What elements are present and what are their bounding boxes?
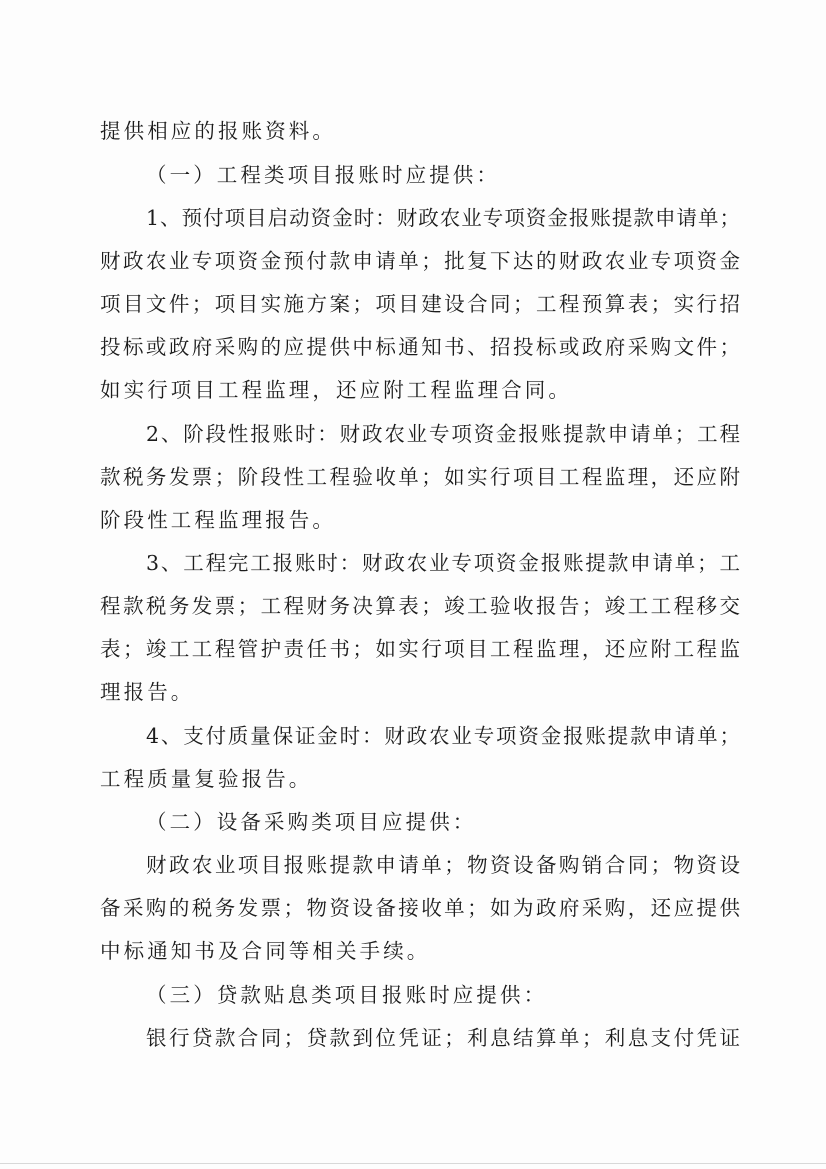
text-line: 款税务发票；阶段性工程验收单；如实行项目工程监理，还应附	[100, 465, 740, 489]
text-line: 财政农业项目报账提款申请单；物资设备购销合同；物资设	[146, 853, 740, 877]
section-heading: （一）工程类项目报账时应提供：	[146, 163, 500, 187]
text-line: 中标通知书及合同等相关手续。	[100, 939, 431, 963]
text-line: 2、阶段性报账时：财政农业专项资金报账提款申请单；工程	[146, 422, 740, 446]
text-line: 4、支付质量保证金时：财政农业专项资金报账提款申请单；	[146, 724, 740, 748]
text-line: 投标或政府采购的应提供中标通知书、招投标或政府采购文件；	[100, 335, 740, 359]
text-line: 如实行项目工程监理，还应附工程监理合同。	[100, 378, 572, 402]
text-line: 银行贷款合同；贷款到位凭证；利息结算单；利息支付凭证	[146, 1026, 740, 1050]
text-line: 程款税务发票；工程财务决算表；竣工验收报告；竣工工程移交	[100, 594, 740, 618]
text-line: 工程质量复验报告。	[100, 767, 313, 791]
text-line: 项目文件；项目实施方案；项目建设合同；工程预算表；实行招	[100, 292, 740, 316]
text-line: 3、工程完工报账时：财政农业专项资金报账提款申请单；工	[146, 551, 740, 575]
text-line: 阶段性工程监理报告。	[100, 508, 336, 532]
text-line: 备采购的税务发票；物资设备接收单；如为政府采购，还应提供	[100, 896, 740, 920]
text-line: 表；竣工工程管护责任书；如实行项目工程监理，还应附工程监	[100, 637, 740, 661]
text-line: 财政农业专项资金预付款申请单；批复下达的财政农业专项资金	[100, 249, 740, 273]
page-bottom-edge	[0, 1163, 826, 1164]
text-line: 提供相应的报账资料。	[100, 119, 336, 143]
section-heading: （二）设备采购类项目应提供：	[146, 810, 477, 834]
text-line: 理报告。	[100, 680, 195, 704]
text-line: 1、预付项目启动资金时：财政农业专项资金报账提款申请单；	[146, 206, 740, 230]
section-heading: （三）贷款贴息类项目报账时应提供：	[146, 983, 548, 1007]
